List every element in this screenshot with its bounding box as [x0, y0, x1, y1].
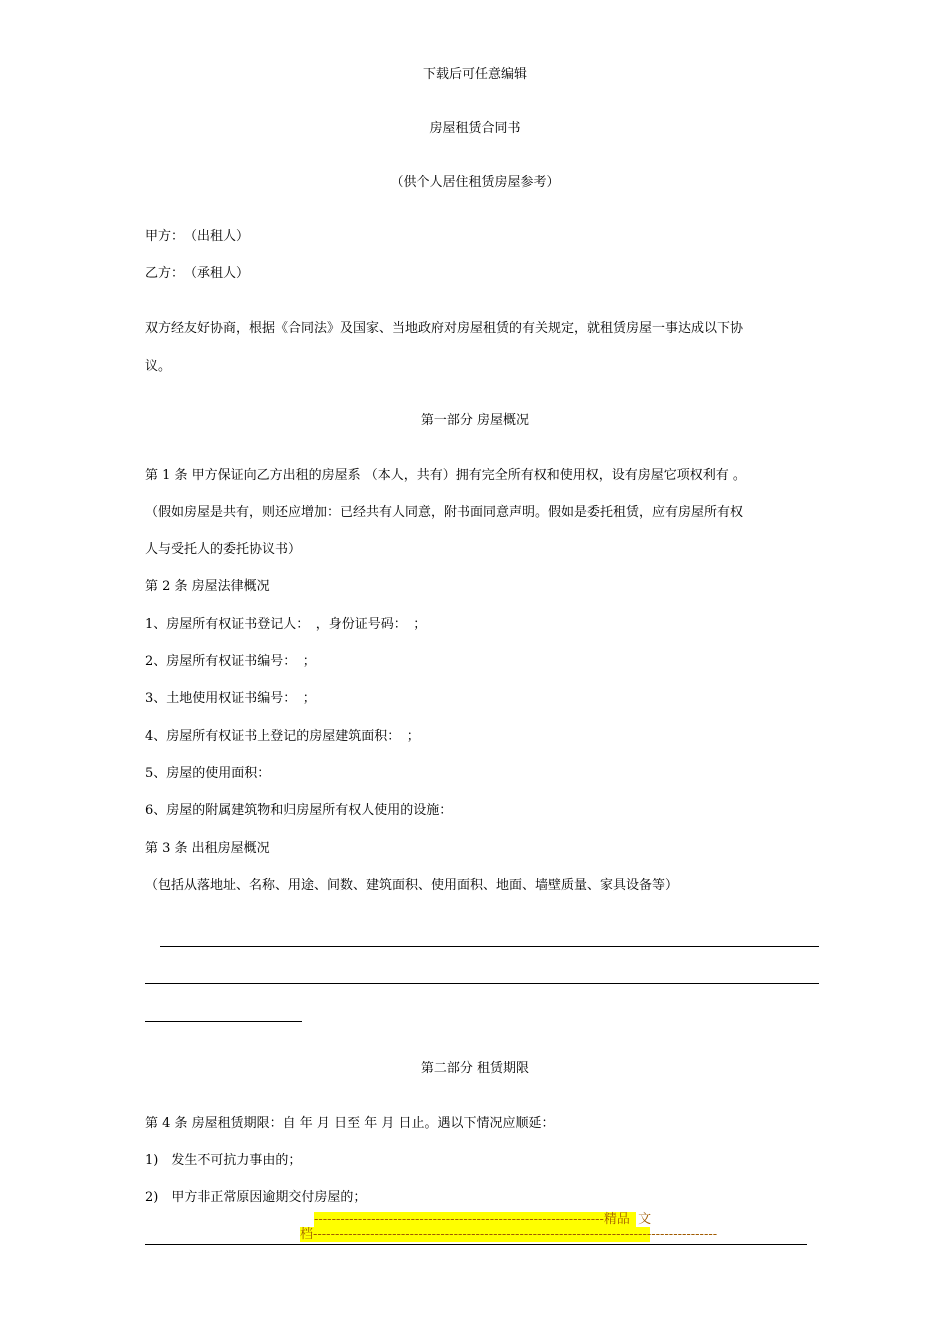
article1-line-1: 第 1 条 甲方保证向乙方出租的房屋系 （本人，共有）拥有完全所有权和使用权，设有房屋它项权利有 。 — [145, 468, 746, 483]
fill-in-line — [145, 1021, 302, 1022]
fill-in-line — [145, 983, 819, 984]
article4-line: 第 4 条 房屋租赁期限：自 年 月 日至 年 月 日止。遇以下情况应顺延： — [145, 1116, 555, 1131]
preamble-line-2: 议。 — [145, 359, 172, 374]
document-subtitle: （供个人居住租赁房屋参考） — [390, 175, 560, 190]
part2-heading: 第二部分 租赁期限 — [420, 1061, 530, 1076]
article4-item: 1) 发生不可抗力事由的； — [145, 1153, 302, 1168]
party-a: 甲方： （出租人） — [145, 229, 250, 244]
article2-item: 1、房屋所有权证书登记人： ，身份证号码： ； — [145, 617, 427, 632]
header-note: 下载后可任意编辑 — [422, 67, 527, 82]
article2-item: 4、房屋所有权证书上登记的房屋建筑面积： ； — [145, 729, 420, 744]
document-title: 房屋租赁合同书 — [429, 121, 521, 136]
article2-heading: 第 2 条 房屋法律概况 — [145, 579, 270, 594]
footer-watermark — [300, 1212, 718, 1242]
fill-in-line — [160, 946, 819, 947]
article2-item: 5、房屋的使用面积： — [145, 766, 271, 781]
footer-rule — [145, 1244, 807, 1245]
article1-line-3: 人与受托人的委托协议书） — [145, 542, 302, 557]
party-b: 乙方： （承租人） — [145, 266, 250, 281]
article3-note: （包括从落地址、名称、用途、间数、建筑面积、使用面积、地面、墙壁质量、家具设备等） — [145, 878, 679, 893]
article2-item: 2、房屋所有权证书编号： ； — [145, 654, 316, 669]
part1-heading: 第一部分 房屋概况 — [420, 413, 530, 428]
article2-item: 6、房屋的附属建筑物和归房屋所有权人使用的设施： — [145, 803, 453, 818]
footer-watermark-line-1: ------------------------------------------------------------------精品 文 — [314, 1212, 652, 1227]
article1-line-2: （假如房屋是共有，则还应增加：已经共有人同意，附书面同意声明。假如是委托租赁，应有房屋所有权 — [145, 505, 744, 520]
footer-watermark-line-2: 档-------------------------------------------------------------------------------------------- — [300, 1227, 718, 1242]
article3-heading: 第 3 条 出租房屋概况 — [145, 841, 270, 856]
article2-item: 3、土地使用权证书编号： ； — [145, 691, 316, 706]
article4-item: 2) 甲方非正常原因逾期交付房屋的； — [145, 1190, 367, 1205]
preamble-line-1: 双方经友好协商，根据《合同法》及国家、当地政府对房屋租赁的有关规定，就租赁房屋一事达成以下协 — [145, 321, 744, 336]
